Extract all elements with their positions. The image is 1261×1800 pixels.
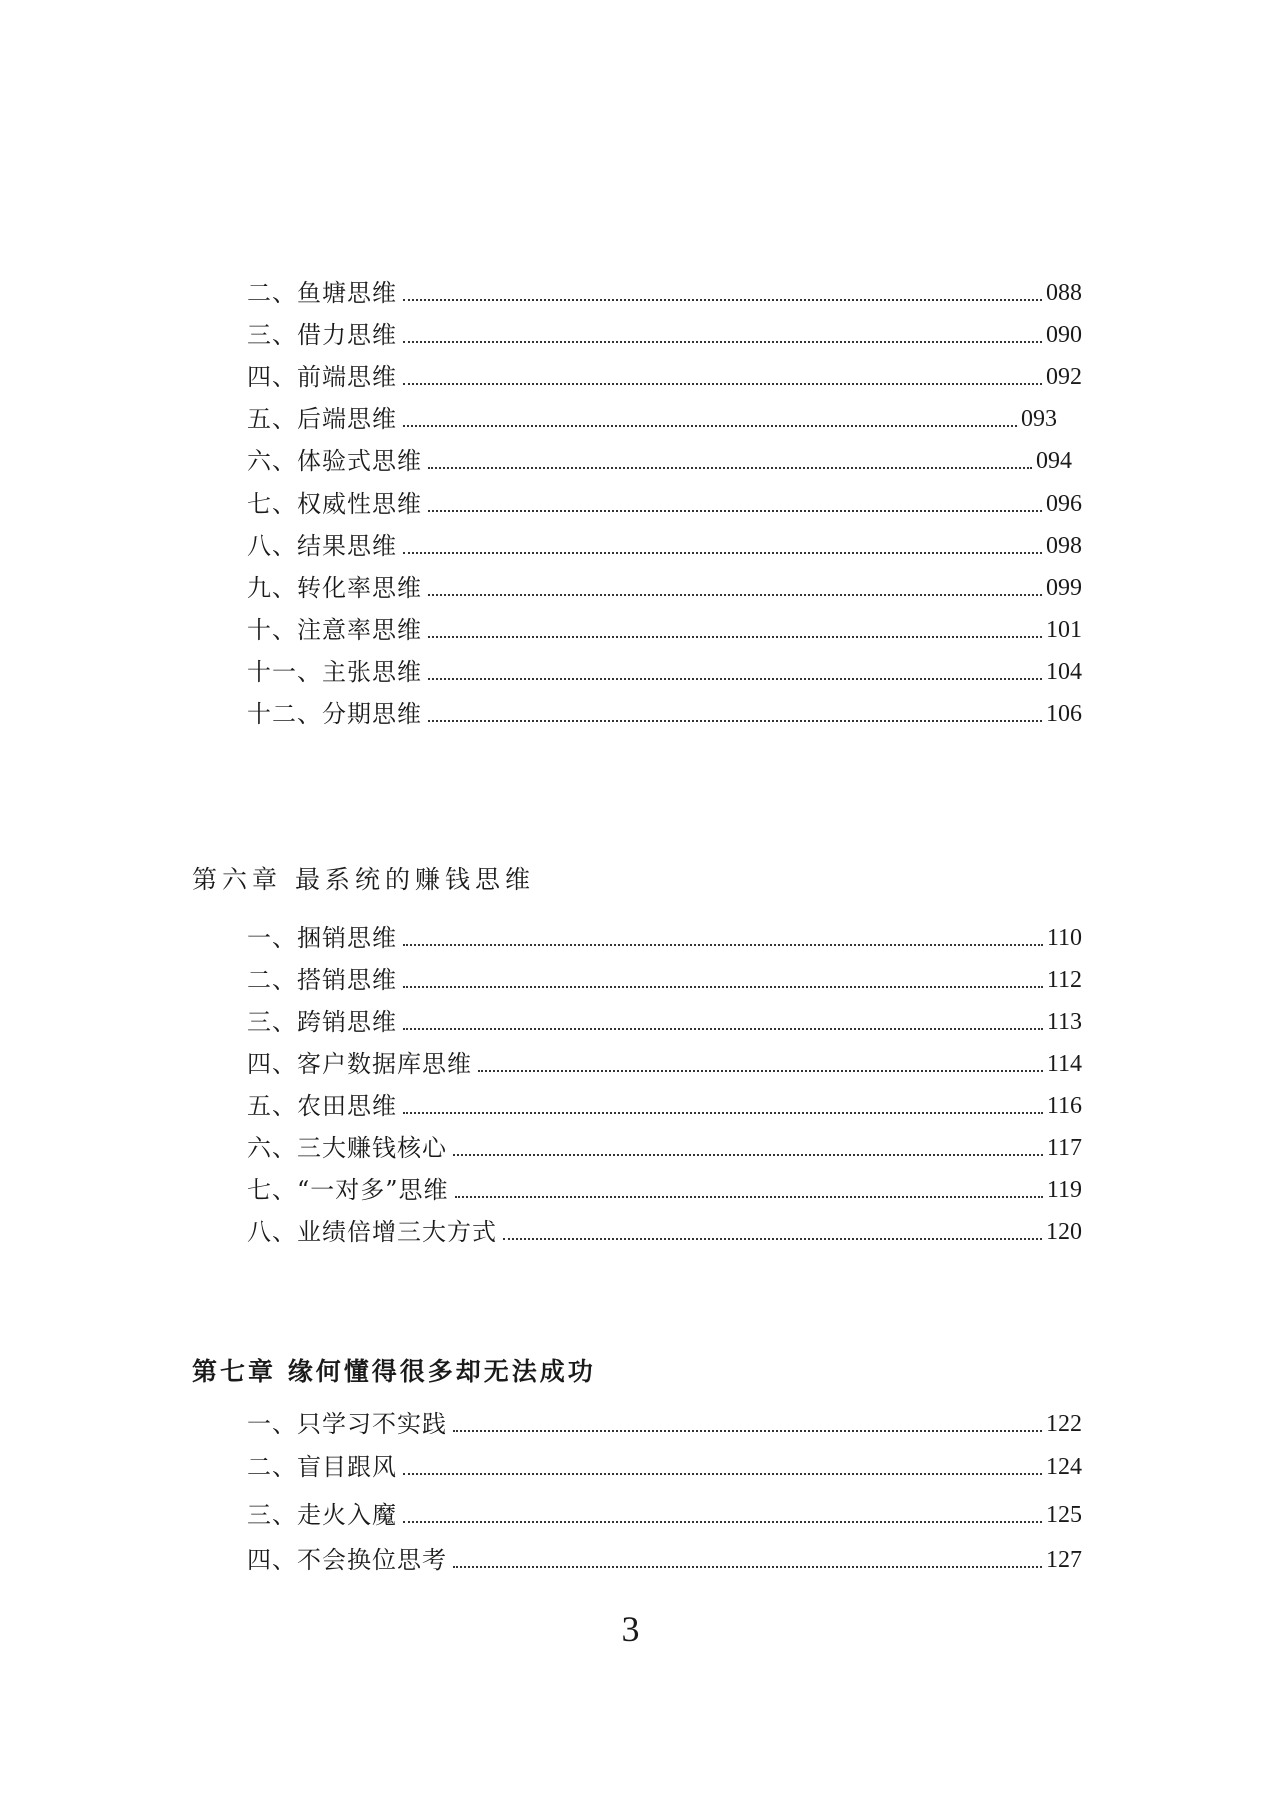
toc-entry[interactable] xyxy=(247,913,1082,953)
toc-entry[interactable] xyxy=(247,1399,1082,1439)
dot-leader xyxy=(403,341,1042,343)
dot-leader xyxy=(478,1070,1043,1072)
dot-leader xyxy=(403,986,1043,988)
dot-leader xyxy=(428,720,1042,722)
dot-leader xyxy=(403,1521,1042,1523)
toc-entry[interactable] xyxy=(247,1123,1082,1163)
toc-entry-label: 十一、主张思维 xyxy=(247,658,422,686)
toc-entry[interactable] xyxy=(247,1081,1082,1121)
toc-entry[interactable] xyxy=(247,1165,1082,1205)
toc-page-number: 124 xyxy=(1046,1454,1082,1480)
toc-page-number: 120 xyxy=(1046,1219,1082,1245)
dot-leader xyxy=(428,510,1042,512)
toc-entry[interactable] xyxy=(247,1039,1082,1079)
dot-leader xyxy=(428,594,1042,596)
toc-page-number: 112 xyxy=(1046,967,1082,993)
toc-page-number: 104 xyxy=(1046,659,1082,685)
toc-entry-label: 七、权威性思维 xyxy=(247,490,422,518)
toc-entry[interactable] xyxy=(247,1207,1082,1247)
toc-entry-label: 六、三大赚钱核心 xyxy=(247,1134,447,1162)
dot-leader xyxy=(403,944,1043,946)
dot-leader xyxy=(403,1473,1042,1475)
dot-leader xyxy=(455,1196,1043,1198)
toc-entry-label: 四、客户数据库思维 xyxy=(247,1050,472,1078)
toc-entry-label: 六、体验式思维 xyxy=(247,447,422,475)
dot-leader xyxy=(403,552,1042,554)
toc-page-number: 125 xyxy=(1046,1502,1082,1528)
toc-entry[interactable] xyxy=(247,1442,1082,1482)
toc-page-number: 117 xyxy=(1046,1135,1082,1161)
toc-page-number: 098 xyxy=(1046,533,1082,559)
toc-entry[interactable] xyxy=(247,997,1082,1037)
toc-page-number: 122 xyxy=(1046,1411,1082,1437)
dot-leader xyxy=(453,1154,1043,1156)
toc-entry[interactable] xyxy=(247,521,1082,561)
toc-entry[interactable] xyxy=(247,310,1082,350)
chapter-heading[interactable]: 第七章 缘何懂得很多却无法成功 xyxy=(192,1357,596,1386)
toc-entry[interactable] xyxy=(247,689,1082,729)
toc-entry[interactable] xyxy=(247,268,1082,308)
dot-leader xyxy=(453,1430,1042,1432)
toc-page-number: 116 xyxy=(1046,1093,1082,1119)
toc-entry-label: 一、捆销思维 xyxy=(247,924,397,952)
toc-page-number: 088 xyxy=(1046,280,1082,306)
toc-entry[interactable] xyxy=(247,1490,1082,1530)
toc-entry-label: 一、只学习不实践 xyxy=(247,1410,447,1438)
toc-entry-label: 二、盲目跟风 xyxy=(247,1453,397,1481)
toc-entry-label: 八、结果思维 xyxy=(247,532,397,560)
toc-entry[interactable] xyxy=(247,479,1082,519)
toc-entry-label: 三、走火入魔 xyxy=(247,1501,397,1529)
toc-page-number: 119 xyxy=(1046,1177,1082,1203)
toc-entry-label: 二、鱼塘思维 xyxy=(247,279,397,307)
toc-entry-label: 四、前端思维 xyxy=(247,363,397,391)
toc-entry-label: 五、后端思维 xyxy=(247,405,397,433)
page-number-footer: 3 xyxy=(621,1609,640,1649)
toc-entry-label: 十、注意率思维 xyxy=(247,616,422,644)
chapter-heading[interactable]: 第六章 最系统的赚钱思维 xyxy=(192,865,535,894)
toc-page-number: 106 xyxy=(1046,701,1082,727)
toc-page-number: 113 xyxy=(1046,1009,1082,1035)
toc-page-number: 093 xyxy=(1021,406,1057,432)
dot-leader xyxy=(503,1238,1042,1240)
toc-entry-label: 九、转化率思维 xyxy=(247,574,422,602)
toc-entry-label: 四、不会换位思考 xyxy=(247,1546,447,1574)
toc-page-number: 096 xyxy=(1046,491,1082,517)
toc-entry-label: 三、跨销思维 xyxy=(247,1008,397,1036)
toc-page-number: 101 xyxy=(1046,617,1082,643)
toc-entry[interactable] xyxy=(247,352,1082,392)
toc-entry-label: 五、农田思维 xyxy=(247,1092,397,1120)
toc-entry-label: 三、借力思维 xyxy=(247,321,397,349)
toc-entry[interactable] xyxy=(247,1535,1082,1575)
toc-entry[interactable] xyxy=(247,605,1082,645)
toc-page-number: 114 xyxy=(1046,1051,1082,1077)
toc-entry[interactable] xyxy=(247,563,1082,603)
dot-leader xyxy=(403,1112,1043,1114)
toc-page-number: 094 xyxy=(1036,448,1072,474)
toc-page-number: 127 xyxy=(1046,1547,1082,1573)
toc-page-number: 110 xyxy=(1046,925,1082,951)
toc-entry-label: 七、“一对多”思维 xyxy=(247,1176,449,1204)
toc-entry[interactable] xyxy=(247,955,1082,995)
dot-leader xyxy=(428,636,1042,638)
dot-leader xyxy=(428,467,1032,469)
toc-page-number: 090 xyxy=(1046,322,1082,348)
toc-entry[interactable] xyxy=(247,436,1072,476)
toc-entry-label: 十二、分期思维 xyxy=(247,700,422,728)
dot-leader xyxy=(403,1028,1043,1030)
dot-leader xyxy=(453,1566,1042,1568)
toc-page-number: 099 xyxy=(1046,575,1082,601)
toc-entry[interactable] xyxy=(247,394,1057,434)
toc-page-number: 092 xyxy=(1046,364,1082,390)
dot-leader xyxy=(403,299,1042,301)
dot-leader xyxy=(428,678,1042,680)
dot-leader xyxy=(403,383,1042,385)
toc-entry-label: 八、业绩倍增三大方式 xyxy=(247,1218,497,1246)
dot-leader xyxy=(403,425,1017,427)
toc-entry[interactable] xyxy=(247,647,1082,687)
toc-entry-label: 二、搭销思维 xyxy=(247,966,397,994)
